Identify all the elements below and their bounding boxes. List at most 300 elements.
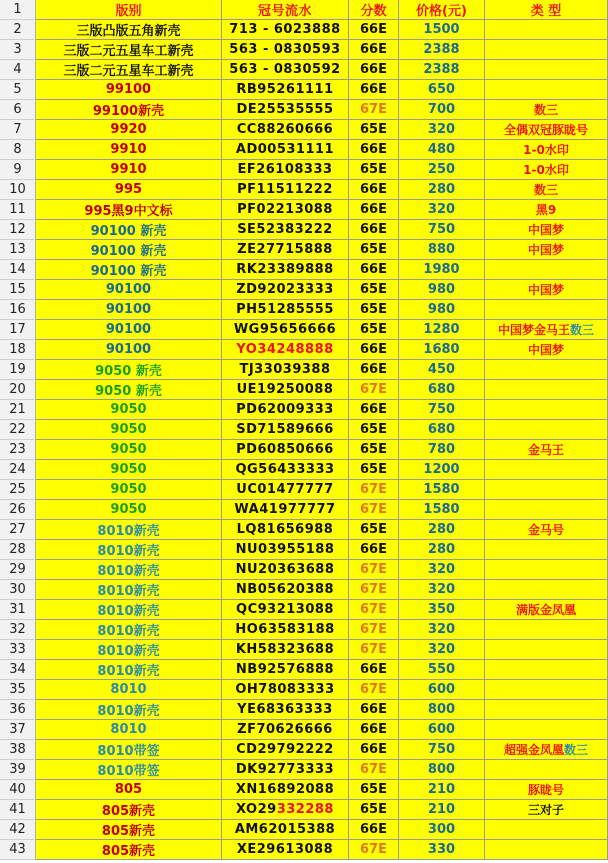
version-text: 995黑9中文标	[84, 204, 173, 219]
version-cell[interactable]	[36, 560, 222, 580]
type-cell[interactable]	[485, 440, 608, 460]
score-text: 66E	[360, 22, 387, 37]
price-cell[interactable]	[399, 700, 485, 720]
row-number[interactable]: 28	[0, 540, 36, 560]
row-number[interactable]: 12	[0, 220, 36, 240]
row-number[interactable]: 33	[0, 640, 36, 660]
score-cell[interactable]	[349, 400, 399, 420]
score-cell[interactable]	[349, 620, 399, 640]
serial-cell[interactable]	[222, 580, 349, 600]
score-cell[interactable]	[349, 220, 399, 240]
row-number[interactable]: 37	[0, 720, 36, 740]
row-number[interactable]: 3	[0, 40, 36, 60]
score-cell[interactable]	[349, 100, 399, 120]
score-cell[interactable]	[349, 300, 399, 320]
version-cell[interactable]	[36, 20, 222, 40]
score-cell[interactable]	[349, 800, 399, 820]
version-text: 8010新壳	[97, 584, 160, 599]
version-cell[interactable]	[36, 680, 222, 700]
serial-cell[interactable]	[222, 80, 349, 100]
price-cell[interactable]	[399, 460, 485, 480]
row-number[interactable]: 25	[0, 480, 36, 500]
row-number[interactable]: 39	[0, 760, 36, 780]
row-number[interactable]: 11	[0, 200, 36, 220]
score-cell[interactable]	[349, 420, 399, 440]
price-cell[interactable]	[399, 760, 485, 780]
version-cell[interactable]	[36, 780, 222, 800]
row-number[interactable]: 36	[0, 700, 36, 720]
version-text: 9050	[110, 462, 147, 477]
score-cell[interactable]	[349, 20, 399, 40]
serial-cell[interactable]	[222, 220, 349, 240]
type-text: 三对子	[527, 803, 564, 817]
price-cell[interactable]	[399, 60, 485, 80]
serial-cell[interactable]	[222, 320, 349, 340]
score-cell[interactable]	[349, 460, 399, 480]
header-row	[0, 0, 608, 20]
version-cell[interactable]	[36, 600, 222, 620]
row-number[interactable]: 9	[0, 160, 36, 180]
score-cell[interactable]	[349, 480, 399, 500]
serial-cell[interactable]	[222, 360, 349, 380]
row-number[interactable]: 35	[0, 680, 36, 700]
serial-cell[interactable]	[222, 200, 349, 220]
version-cell[interactable]	[36, 840, 222, 860]
serial-cell[interactable]	[222, 40, 349, 60]
price-cell[interactable]	[399, 140, 485, 160]
score-cell[interactable]	[349, 140, 399, 160]
price-cell[interactable]	[399, 840, 485, 860]
version-cell[interactable]	[36, 620, 222, 640]
score-cell[interactable]	[349, 120, 399, 140]
score-cell[interactable]	[349, 540, 399, 560]
row-number[interactable]: 20	[0, 380, 36, 400]
column-header[interactable]: 价格(元)	[399, 0, 485, 20]
type-cell[interactable]	[485, 760, 608, 780]
serial-cell[interactable]	[222, 840, 349, 860]
price-cell[interactable]	[399, 500, 485, 520]
score-cell[interactable]	[349, 500, 399, 520]
version-cell[interactable]	[36, 80, 222, 100]
score-cell[interactable]	[349, 600, 399, 620]
type-text: 数三	[533, 103, 558, 117]
score-cell[interactable]	[349, 380, 399, 400]
score-cell[interactable]	[349, 340, 399, 360]
score-cell[interactable]	[349, 820, 399, 840]
score-text: 66E	[360, 262, 387, 277]
score-cell[interactable]	[349, 60, 399, 80]
row-number[interactable]: 38	[0, 740, 36, 760]
score-cell[interactable]	[349, 160, 399, 180]
price-cell[interactable]	[399, 520, 485, 540]
version-cell[interactable]	[36, 300, 222, 320]
serial-cell[interactable]	[222, 560, 349, 580]
serial-cell[interactable]	[222, 500, 349, 520]
version-cell[interactable]	[36, 120, 222, 140]
serial-cell[interactable]	[222, 160, 349, 180]
type-cell[interactable]	[485, 720, 608, 740]
score-cell[interactable]	[349, 440, 399, 460]
score-cell[interactable]	[349, 520, 399, 540]
serial-text: CC88260666	[236, 122, 334, 137]
type-text: 全偶双冠豚眬号	[503, 123, 588, 137]
type-cell[interactable]	[485, 60, 608, 80]
column-header[interactable]: 冠号流水	[222, 0, 349, 20]
score-cell[interactable]	[349, 580, 399, 600]
version-cell[interactable]	[36, 500, 222, 520]
version-cell[interactable]	[36, 400, 222, 420]
score-cell[interactable]	[349, 680, 399, 700]
type-cell[interactable]	[485, 100, 608, 120]
version-cell[interactable]	[36, 180, 222, 200]
version-cell[interactable]	[36, 480, 222, 500]
row-number[interactable]: 8	[0, 140, 36, 160]
score-text: 67E	[360, 382, 387, 397]
version-cell[interactable]	[36, 160, 222, 180]
row-number[interactable]: 16	[0, 300, 36, 320]
price-cell[interactable]	[399, 300, 485, 320]
type-cell[interactable]	[485, 480, 608, 500]
serial-text: NB92576888	[235, 662, 335, 677]
price-cell[interactable]	[399, 560, 485, 580]
serial-cell[interactable]	[222, 380, 349, 400]
row-number[interactable]: 19	[0, 360, 36, 380]
version-cell[interactable]	[36, 760, 222, 780]
price-text: 320	[427, 642, 456, 657]
version-cell[interactable]	[36, 100, 222, 120]
type-cell[interactable]	[485, 700, 608, 720]
score-cell[interactable]	[349, 780, 399, 800]
version-cell[interactable]	[36, 820, 222, 840]
serial-cell[interactable]	[222, 740, 349, 760]
column-header[interactable]: 类 型	[485, 0, 608, 20]
version-text: 三版凸版五角新壳	[76, 24, 181, 39]
row-number[interactable]: 32	[0, 620, 36, 640]
row-number[interactable]: 42	[0, 820, 36, 840]
version-cell[interactable]	[36, 520, 222, 540]
serial-cell[interactable]	[222, 680, 349, 700]
serial-cell[interactable]	[222, 420, 349, 440]
price-cell[interactable]	[399, 360, 485, 380]
score-cell[interactable]	[349, 80, 399, 100]
version-cell[interactable]	[36, 240, 222, 260]
serial-cell[interactable]	[222, 460, 349, 480]
version-text: 8010新壳	[97, 544, 160, 559]
serial-cell[interactable]	[222, 100, 349, 120]
price-cell[interactable]	[399, 120, 485, 140]
version-text: 8010带签	[97, 764, 160, 779]
row-number[interactable]: 14	[0, 260, 36, 280]
version-cell[interactable]	[36, 260, 222, 280]
serial-text: NB05620388	[235, 582, 335, 597]
row-number[interactable]: 26	[0, 500, 36, 520]
type-cell[interactable]	[485, 460, 608, 480]
price-cell[interactable]	[399, 380, 485, 400]
type-cell[interactable]	[485, 400, 608, 420]
score-text: 65E	[360, 522, 387, 537]
version-cell[interactable]	[36, 660, 222, 680]
price-cell[interactable]	[399, 800, 485, 820]
price-cell[interactable]	[399, 260, 485, 280]
price-cell[interactable]	[399, 680, 485, 700]
price-cell[interactable]	[399, 480, 485, 500]
row-number[interactable]: 13	[0, 240, 36, 260]
serial-cell[interactable]	[222, 240, 349, 260]
table-row	[0, 300, 608, 320]
price-cell[interactable]	[399, 320, 485, 340]
row-number[interactable]: 17	[0, 320, 36, 340]
type-cell[interactable]	[485, 520, 608, 540]
score-cell[interactable]	[349, 240, 399, 260]
price-cell[interactable]	[399, 200, 485, 220]
row-number[interactable]: 43	[0, 840, 36, 860]
serial-cell[interactable]	[222, 180, 349, 200]
serial-cell[interactable]	[222, 720, 349, 740]
version-cell[interactable]	[36, 360, 222, 380]
price-cell[interactable]	[399, 580, 485, 600]
row-number[interactable]: 31	[0, 600, 36, 620]
type-cell[interactable]	[485, 680, 608, 700]
version-cell[interactable]	[36, 720, 222, 740]
version-cell[interactable]	[36, 640, 222, 660]
row-number[interactable]: 10	[0, 180, 36, 200]
row-number[interactable]: 15	[0, 280, 36, 300]
type-cell[interactable]	[485, 380, 608, 400]
serial-cell[interactable]	[222, 540, 349, 560]
price-cell[interactable]	[399, 100, 485, 120]
serial-text: XO29	[236, 802, 277, 817]
serial-cell[interactable]	[222, 660, 349, 680]
version-cell[interactable]	[36, 220, 222, 240]
type-cell[interactable]	[485, 500, 608, 520]
version-cell[interactable]	[36, 800, 222, 820]
type-cell[interactable]	[485, 280, 608, 300]
price-text: 1580	[423, 482, 460, 497]
price-cell[interactable]	[399, 440, 485, 460]
type-cell[interactable]	[485, 140, 608, 160]
row-number[interactable]: 40	[0, 780, 36, 800]
type-cell[interactable]	[485, 120, 608, 140]
type-cell[interactable]	[485, 320, 608, 340]
row-number[interactable]: 22	[0, 420, 36, 440]
serial-text: XE29613088	[236, 842, 334, 857]
type-cell[interactable]	[485, 580, 608, 600]
serial-cell[interactable]	[222, 400, 349, 420]
version-text: 9050	[110, 502, 147, 517]
score-text: 65E	[360, 282, 387, 297]
type-cell[interactable]	[485, 300, 608, 320]
score-cell[interactable]	[349, 320, 399, 340]
serial-cell[interactable]	[222, 780, 349, 800]
score-text: 65E	[360, 242, 387, 257]
score-cell[interactable]	[349, 640, 399, 660]
row-number[interactable]: 29	[0, 560, 36, 580]
price-text: 750	[427, 742, 456, 757]
score-cell[interactable]	[349, 560, 399, 580]
type-cell[interactable]	[485, 200, 608, 220]
serial-cell[interactable]	[222, 640, 349, 660]
row-number[interactable]: 1	[0, 0, 36, 20]
serial-cell[interactable]	[222, 440, 349, 460]
price-cell[interactable]	[399, 720, 485, 740]
score-text: 66E	[360, 742, 387, 757]
score-cell[interactable]	[349, 660, 399, 680]
type-cell[interactable]	[485, 620, 608, 640]
type-cell[interactable]	[485, 420, 608, 440]
serial-cell[interactable]	[222, 820, 349, 840]
price-text: 550	[427, 662, 456, 677]
price-cell[interactable]	[399, 240, 485, 260]
price-cell[interactable]	[399, 40, 485, 60]
serial-text: PF02213088	[237, 202, 333, 217]
version-text: 8010新壳	[97, 704, 160, 719]
row-number[interactable]: 21	[0, 400, 36, 420]
serial-cell[interactable]	[222, 800, 349, 820]
version-cell[interactable]	[36, 340, 222, 360]
type-cell[interactable]	[485, 340, 608, 360]
score-cell[interactable]	[349, 740, 399, 760]
score-text: 67E	[360, 642, 387, 657]
row-number[interactable]: 2	[0, 20, 36, 40]
type-cell[interactable]	[485, 20, 608, 40]
version-cell[interactable]	[36, 280, 222, 300]
serial-cell[interactable]	[222, 760, 349, 780]
price-cell[interactable]	[399, 820, 485, 840]
type-cell[interactable]	[485, 220, 608, 240]
version-cell[interactable]	[36, 60, 222, 80]
type-cell[interactable]	[485, 540, 608, 560]
row-number[interactable]: 7	[0, 120, 36, 140]
serial-text: UE19250088	[236, 382, 334, 397]
price-cell[interactable]	[399, 80, 485, 100]
column-header[interactable]: 分数	[349, 0, 399, 20]
version-cell[interactable]	[36, 460, 222, 480]
row-number[interactable]: 23	[0, 440, 36, 460]
price-cell[interactable]	[399, 600, 485, 620]
version-cell[interactable]	[36, 420, 222, 440]
score-cell[interactable]	[349, 180, 399, 200]
price-cell[interactable]	[399, 740, 485, 760]
price-text: 980	[427, 282, 456, 297]
score-cell[interactable]	[349, 760, 399, 780]
serial-cell[interactable]	[222, 480, 349, 500]
type-cell[interactable]	[485, 840, 608, 860]
serial-text: PD60850666	[236, 442, 334, 457]
type-cell[interactable]	[485, 180, 608, 200]
price-cell[interactable]	[399, 780, 485, 800]
row-number[interactable]: 34	[0, 660, 36, 680]
serial-cell[interactable]	[222, 120, 349, 140]
serial-text: YE68363333	[237, 702, 333, 717]
serial-cell[interactable]	[222, 60, 349, 80]
price-cell[interactable]	[399, 420, 485, 440]
type-cell[interactable]	[485, 240, 608, 260]
type-cell[interactable]	[485, 640, 608, 660]
version-cell[interactable]	[36, 440, 222, 460]
price-cell[interactable]	[399, 340, 485, 360]
type-cell[interactable]	[485, 160, 608, 180]
serial-cell[interactable]	[222, 20, 349, 40]
score-cell[interactable]	[349, 200, 399, 220]
price-cell[interactable]	[399, 640, 485, 660]
score-cell[interactable]	[349, 40, 399, 60]
serial-cell[interactable]	[222, 520, 349, 540]
score-text: 65E	[360, 422, 387, 437]
type-cell[interactable]	[485, 800, 608, 820]
price-text: 650	[427, 82, 456, 97]
row-number[interactable]: 4	[0, 60, 36, 80]
type-cell[interactable]	[485, 780, 608, 800]
version-cell[interactable]	[36, 200, 222, 220]
score-cell[interactable]	[349, 260, 399, 280]
type-cell[interactable]	[485, 820, 608, 840]
version-cell[interactable]	[36, 320, 222, 340]
serial-cell[interactable]	[222, 620, 349, 640]
version-cell[interactable]	[36, 700, 222, 720]
price-cell[interactable]	[399, 660, 485, 680]
score-cell[interactable]	[349, 720, 399, 740]
type-cell[interactable]	[485, 560, 608, 580]
serial-cell[interactable]	[222, 300, 349, 320]
serial-cell[interactable]	[222, 700, 349, 720]
score-cell[interactable]	[349, 700, 399, 720]
column-header[interactable]: 版别	[36, 0, 222, 20]
price-cell[interactable]	[399, 20, 485, 40]
version-text: 8010新壳	[97, 604, 160, 619]
serial-cell[interactable]	[222, 600, 349, 620]
type-cell[interactable]	[485, 260, 608, 280]
serial-cell[interactable]	[222, 260, 349, 280]
row-number[interactable]: 6	[0, 100, 36, 120]
row-number[interactable]: 41	[0, 800, 36, 820]
row-number[interactable]: 24	[0, 460, 36, 480]
price-cell[interactable]	[399, 220, 485, 240]
score-cell[interactable]	[349, 360, 399, 380]
row-number[interactable]: 30	[0, 580, 36, 600]
serial-text: DK92773333	[235, 762, 335, 777]
score-cell[interactable]	[349, 840, 399, 860]
row-number[interactable]: 5	[0, 80, 36, 100]
version-cell[interactable]	[36, 580, 222, 600]
price-cell[interactable]	[399, 400, 485, 420]
price-cell[interactable]	[399, 160, 485, 180]
serial-cell[interactable]	[222, 140, 349, 160]
table-row	[0, 520, 608, 540]
type-cell[interactable]	[485, 80, 608, 100]
version-cell[interactable]	[36, 380, 222, 400]
row-number[interactable]: 27	[0, 520, 36, 540]
type-cell[interactable]	[485, 40, 608, 60]
type-cell[interactable]	[485, 660, 608, 680]
type-cell[interactable]	[485, 740, 608, 760]
price-cell[interactable]	[399, 180, 485, 200]
serial-highlight-text: 332288	[276, 802, 334, 817]
price-cell[interactable]	[399, 540, 485, 560]
serial-cell[interactable]	[222, 280, 349, 300]
score-cell[interactable]	[349, 280, 399, 300]
version-cell[interactable]	[36, 540, 222, 560]
table-row	[0, 480, 608, 500]
type-cell[interactable]	[485, 360, 608, 380]
row-number[interactable]: 18	[0, 340, 36, 360]
type-cell[interactable]	[485, 600, 608, 620]
version-cell[interactable]	[36, 740, 222, 760]
serial-cell[interactable]	[222, 340, 349, 360]
version-cell[interactable]	[36, 40, 222, 60]
price-cell[interactable]	[399, 280, 485, 300]
version-cell[interactable]	[36, 140, 222, 160]
price-cell[interactable]	[399, 620, 485, 640]
